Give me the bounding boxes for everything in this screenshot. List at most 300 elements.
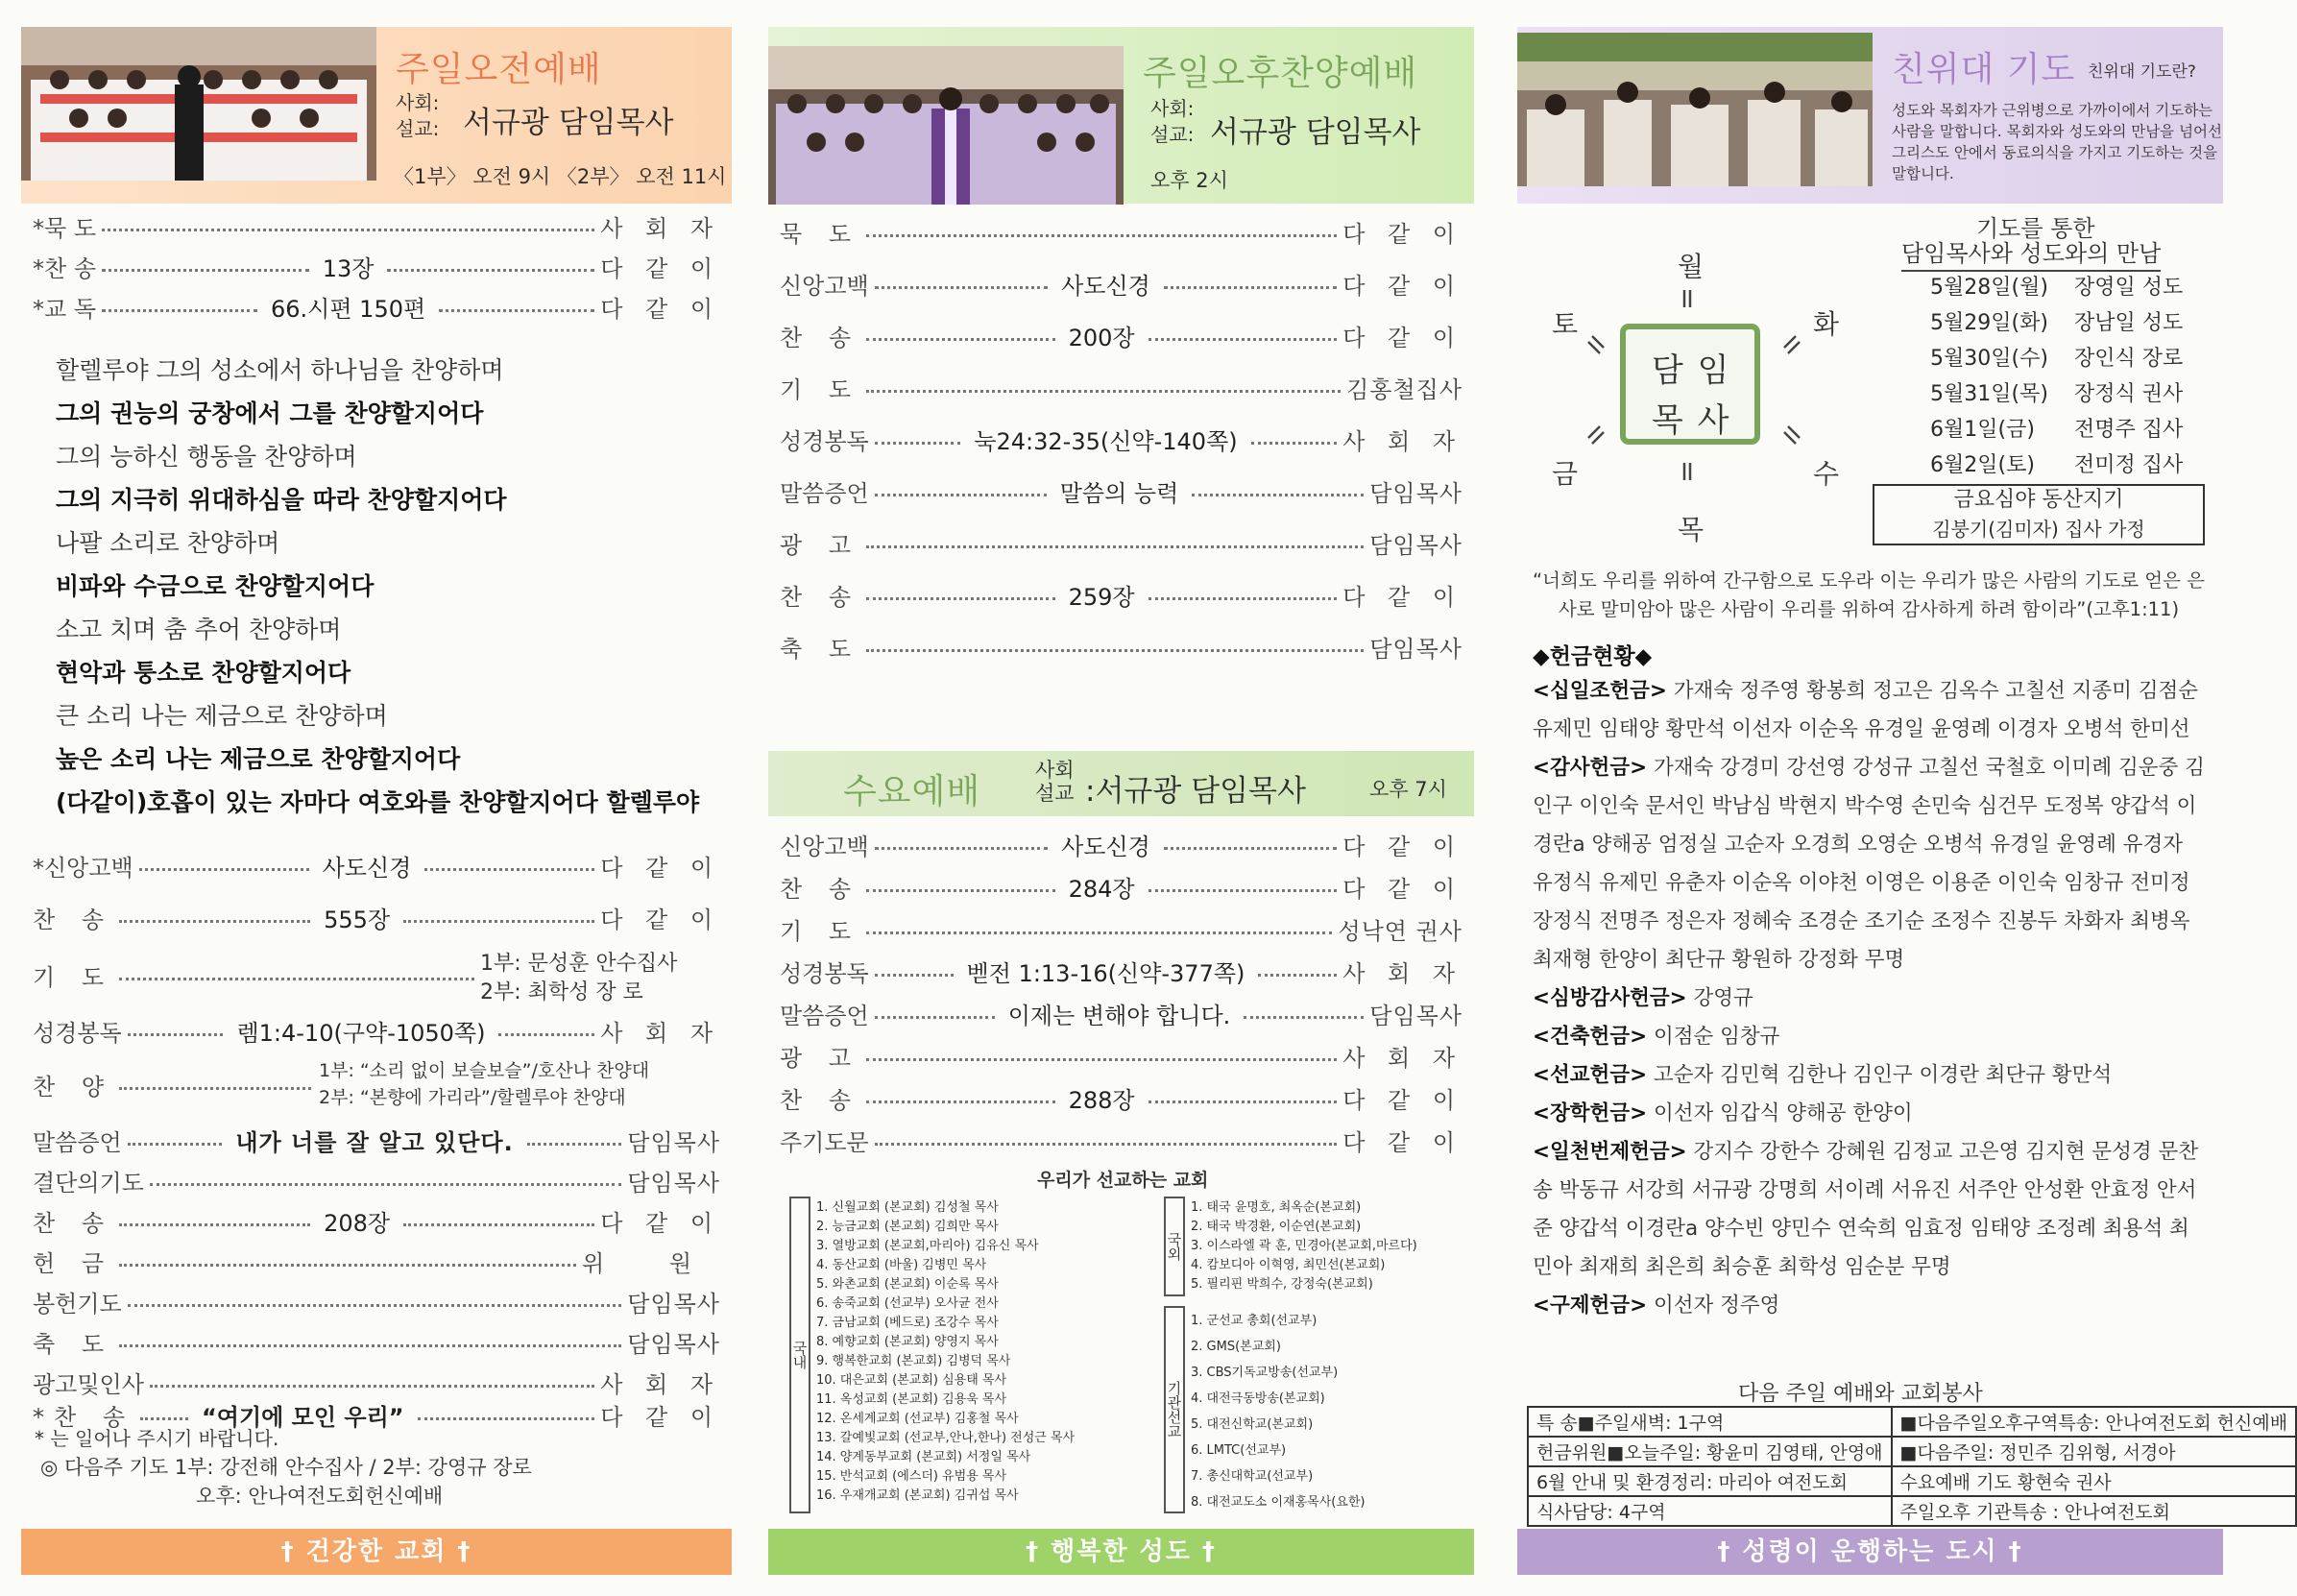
row-right: 담임목사 [627,1169,720,1197]
row-right: 담임목사 [627,1290,720,1318]
offering-entry [1533,979,2205,1018]
schedule-row [1930,342,2209,377]
row-right: 다 같 이 [1342,1128,1463,1156]
mission-item: 2. 태국 박경환, 이순연(본교회) [1191,1220,1362,1234]
leader-dots [418,1417,595,1420]
row-right: 다 같 이 [1342,583,1463,611]
desc-line: 말합니다. [1892,165,1954,182]
row-mid: 눅24:32-35(신약-140쪽) [974,427,1238,455]
schedule-row [1930,448,2209,484]
schedule-name: 장영일 성도 [2074,276,2184,300]
meeting-title1: 기도를 통한 [1976,215,2095,242]
leader-dots [140,1417,188,1420]
offering-head: <일천번제헌금> [1533,1140,1687,1164]
svc-cell: 식사담당: 4구역 [1528,1496,1892,1526]
leader-label [1150,96,1194,148]
row-right: 위 원 [582,1249,720,1277]
row-mid: 이제는 변해야 합니다. [1007,1002,1231,1029]
row-right: 담임목사 [1369,635,1463,663]
next-week-title: 다음 주일 예배와 교회봉사 [1738,1382,1983,1406]
row-label: 광고및인사 [33,1370,144,1398]
leader-dots [119,1223,310,1226]
leader-dots [1258,974,1337,977]
row-label: 광 고 [780,1044,860,1072]
row-right: 다 같 이 [600,295,721,323]
mission-item: 1. 군선교 총회(선교부) [1191,1314,1318,1328]
offering-head: <장학헌금> [1533,1101,1648,1125]
order-row [780,474,1463,507]
schedule-list [1930,271,2209,484]
next-prayer-pm: 오후: 안나여전도회헌신예배 [196,1485,444,1508]
psalm-line: 나팔 소리로 찬양하며 [56,529,280,557]
mission-item: 5. 와촌교회 (본교회) 이순록 목사 [816,1277,999,1292]
leader-dots [866,597,1055,600]
schedule-date: 6월1일(금) [1930,418,2035,442]
svc-cell: ■다음주일오후구역특송: 안나여전도회 헌신예배 [1892,1407,2297,1437]
leader-dots [866,1058,1337,1061]
svc-row [1528,1466,2296,1496]
schedule-name: 전미정 집사 [2074,453,2184,477]
order-row [33,901,720,933]
sermon-title: 내가 너를 잘 알고 있단다. [235,1128,514,1156]
mission-item: 3. 열방교회 (본교회,마리아) 김유신 목사 [816,1239,1039,1253]
svc-cell: 6월 안내 및 환경정리: 마리아 여전도회 [1528,1466,1892,1496]
schedule-name: 장인식 장로 [2074,347,2184,371]
row-label: 성경봉독 [780,427,869,455]
row-right: 담임목사 [627,1128,721,1156]
mission-item: 9. 행복한교회 (본교회) 김병덕 목사 [816,1354,1011,1368]
offering-names: 강지수 강한수 강혜원 김정교 고은영 김지현 문성경 문찬송 박동규 서강희 서규광 강명희 서이례 서유진 서주안 안성환 안효정 안서준 양갑석 이경란a 양수빈 양민수 연숙희 임효정 임태양 조정례 최용석 최민아 최재희 최은희 최승훈 최학성 임순분 무명 [1533,1140,2199,1279]
row-right: 사 회 자 [600,214,720,242]
row-right: 성낙연 권사 [1338,917,1463,945]
leader-dots [866,649,1364,652]
leader-dots [527,1143,622,1146]
leader-dots [1192,494,1364,496]
row-right: 다 같 이 [600,854,720,882]
foreign-list [1191,1197,1469,1293]
row-label: 기 도 [33,963,113,991]
svc-row [1528,1496,2296,1526]
leader-label-text: 사회: [396,91,440,114]
verse: “너희도 우리를 위하여 간구함으로 도우라 이는 우리가 많은 사람의 기도로 얻은 은사로 말미암아 많은 사람이 우리를 위하여 감사하게 하려 함이라”(고후1:11) [1533,569,2205,620]
row-label: 찬 송 [780,1086,860,1114]
row-mid: 200장 [1068,324,1135,351]
leader-dots [875,442,961,445]
row-label: 기 도 [780,917,860,945]
row-right: 다 같 이 [600,1209,720,1237]
leader-dots [866,390,1341,393]
leader-dots [498,1033,594,1036]
row-label: 말씀증언 [780,1002,869,1029]
center-line1: 담 임 [1652,351,1731,390]
day-thu: 목 [1678,514,1705,545]
schedule-name: 장정식 권사 [2074,382,2184,406]
order-row [780,1039,1463,1072]
wed-pastor: :서규광 담임목사 [1085,774,1306,809]
order-row [33,1366,720,1398]
praise-part1: 1부: “소리 없이 보슬보슬”/호산나 찬양대 [319,1060,650,1081]
mission-item: 8. 대전교도소 이재홍목사(요한) [1191,1495,1366,1510]
schedule-date: 5월31일(목) [1930,382,2048,406]
wed-label1: 사회 [1035,759,1075,782]
mission-item: 6. LMTC(선교부) [1191,1443,1287,1458]
schedule-row [1930,377,2209,413]
wed-labels [1035,759,1075,805]
row-right: 사 회 자 [600,1019,720,1047]
row-mid: 66.시편 150편 [271,295,426,323]
order-row [33,1325,720,1358]
leader-dots [1164,286,1337,289]
schedule-date: 5월28일(월) [1930,276,2048,300]
offering-entry [1533,1095,2205,1133]
mission-item: 14. 양계동부교회 (본교회) 서정일 목사 [816,1450,1031,1464]
order-row [780,319,1463,351]
offering-entry [1533,1056,2205,1095]
friday-box [1873,484,2205,545]
leader-dots [875,494,1047,496]
leader-dots [866,545,1364,548]
row-label: 기 도 [780,375,860,403]
mission-item: 4. 대전극동방송(본교회) [1191,1391,1325,1406]
mission-item: 5. 대전신학교(본교회) [1191,1417,1314,1432]
offering-names: 가재숙 정주영 황봉희 정고은 김옥수 고칠선 지종미 김점순 유제민 임태양 황만석 이선자 이순옥 유경일 윤영례 이경자 오병석 한미선 [1533,679,2199,741]
row-label: 묵 도 [780,220,860,248]
row-right: 사 회 자 [1342,959,1463,987]
service-time: 오후 2시 [1150,169,1228,192]
prayer-part2: 2부: 최학성 장 로 [480,980,643,1004]
row-mid: 288장 [1068,1086,1135,1114]
mission-item: 16. 우재개교회 (본교회) 김귀섭 목사 [816,1488,1019,1503]
center-line2: 목 사 [1652,401,1731,440]
mission-item: 15. 반석교회 (에스더) 유범용 목사 [816,1469,1007,1484]
afternoon-title: 주일오후찬양예배 [1143,54,1418,93]
row-right: 다 같 이 [1342,1086,1463,1114]
stand-note: * 는 일어나 주시기 바랍니다. [35,1427,279,1450]
leader-dots [102,309,257,312]
offering-entry [1533,1133,2205,1287]
offering-list [1533,672,2205,1325]
leader-dots [387,269,594,272]
leader-dots [128,1304,622,1307]
row-label: 광 고 [780,531,860,559]
row-label: 말씀증언 [33,1128,122,1156]
psalm-line: 비파와 수금으로 찬양할지어다 [56,572,375,600]
row-label: 말씀증언 [780,479,869,507]
domestic-label: 국내 [789,1197,810,1513]
order-row [780,423,1463,455]
leader-dots [866,234,1337,237]
svc-cell: 수요예배 기도 황현숙 권사 [1892,1466,2297,1496]
leader-dots [150,1385,594,1388]
leader-dots [875,1016,995,1019]
row-right: 사 회 자 [1342,1044,1463,1072]
prayer-panel [1517,0,2288,1596]
offering-entry [1533,672,2205,749]
schedule-date: 5월30일(수) [1930,347,2048,371]
schedule-date: 5월29일(화) [1930,311,2048,335]
svc-cell: ■다음주일: 정민주 김위형, 서경아 [1892,1437,2297,1466]
leader-dots [119,1344,621,1347]
svc-cell: 특 송■주일새벽: 1구역 [1528,1407,1892,1437]
mission-item: 1. 신월교회 (본교회) 김성철 목사 [816,1200,999,1215]
mission-item: 3. 이스라엘 곽 훈, 민경아(본교회,마르다) [1191,1239,1417,1253]
row-label: 성경봉독 [33,1019,122,1047]
row-label: 축 도 [33,1330,113,1358]
row-label: 성경봉독 [780,959,869,987]
row-label: *교 독 [33,295,96,323]
mission-item: 4. 동산교회 (바울) 김병민 목사 [816,1258,987,1272]
prayer-description [1892,100,2222,184]
order-row [780,997,1463,1029]
row-right: 다 같 이 [600,1403,720,1431]
leader-dots [119,920,310,923]
leader-dots [875,1143,1337,1146]
row-right: 다 같 이 [600,254,721,282]
mission-item: 6. 송죽교회 (선교부) 오사균 전사 [816,1296,999,1311]
morning-title: 주일오전예배 [396,50,602,89]
row-right: 다 같 이 [1342,875,1463,903]
leader-dots [128,1143,223,1146]
row-label: 찬 송 [33,1209,113,1237]
day-fri: 금 [1552,458,1579,490]
wed-time: 오후 7시 [1369,778,1447,801]
row-label: 신앙고백 [780,272,869,300]
svc-cell: 주일오후 기관특송 : 안나여전도회 [1892,1496,2297,1526]
prayer-part1: 1부: 문성훈 안수집사 [480,952,678,976]
offering-names: 가재숙 강경미 강선영 강성규 고칠선 국철호 이미례 김운중 김인구 이인숙 문서인 박남심 박현지 박수영 손민숙 심건무 도정복 양갑석 이경란a 양해공 엄정실 고순자 오경희 오영순 오병석 유경일 윤영례 유경자 유정식 유제민 유춘자 이순옥 이야천 이영은 이용준 이인숙 임창규 전미정 장정식 전명주 정은자 정혜숙 조경순 조기순 조정수 진봉두 차화자 최병옥 최재형 한양이 최단규 황원하 강정화 무명 [1533,756,2205,972]
row-mid: 벧전 1:13-16(신약-377쪽) [966,959,1245,987]
order-row [33,1245,720,1277]
row-label: *묵 도 [33,214,96,242]
mission-item: 10. 대은교회 (본교회) 심용태 목사 [816,1373,1007,1388]
domestic-list [816,1197,1152,1504]
row-right: 담임목사 [627,1330,720,1358]
afternoon-service-panel [768,0,1474,1596]
day-tue: 화 [1813,308,1840,340]
row-label: 찬 송 [780,875,860,903]
row-right: 다 같 이 [1342,833,1463,860]
psalm-line: (다같이)호흡이 있는 자마다 여호와를 찬양할지어다 할렐루야 [56,788,700,816]
row-right: 다 같 이 [1342,324,1463,351]
friday-line2: 김붕기(김미자) 집사 가정 [1932,518,2145,541]
choir-photo [768,46,1124,205]
row-label: 찬 양 [33,1073,113,1100]
offering-entry [1533,1018,2205,1056]
leader-dots [119,1087,311,1090]
psalm-line: 할렐루야 그의 성소에서 하나님을 찬양하며 [56,356,504,384]
offering-names: 이점순 임창규 [1653,1025,1780,1049]
org-list [1191,1310,1469,1517]
day-wed: 수 [1813,458,1840,490]
leader-dots [1148,1100,1338,1103]
offering-head: <건축헌금> [1533,1025,1648,1049]
row-mid: 사도신경 [1061,272,1150,300]
order-row [780,870,1463,903]
row-mid: “여기에 모인 우리” [202,1403,404,1431]
psalm-line: 현악과 퉁소로 찬양할지어다 [56,659,351,687]
row-right: 김홍철집사 [1346,375,1463,403]
sermon-label-text: 설교: [396,117,440,140]
leader-dots [866,338,1055,341]
prayer-question: 친위대 기도란? [2088,62,2196,82]
leader-dots [1244,1016,1364,1019]
offering-names: 고순자 김민혁 김한나 김인구 이경란 최단규 황만석 [1653,1063,2113,1087]
mission-item: 5. 필리핀 박희수, 강정숙(본교회) [1191,1277,1373,1292]
order-row [780,630,1463,663]
schedule-row [1930,271,2209,306]
row-right: 다 같 이 [1342,272,1463,300]
leader-label [396,90,439,142]
psalm-line: 그의 능하신 행동을 찬양하며 [56,443,357,471]
order-row [780,371,1463,403]
mission-item: 13. 갈예빛교회 (선교부,안나,한나) 전성근 목사 [816,1431,1076,1445]
service-times: 〈1부〉 오전 9시 〈2부〉 오전 11시 [394,165,727,188]
row-right: 사 회 자 [600,1370,720,1398]
mission-item: 3. CBS기독교방송(선교부) [1191,1366,1339,1380]
offering-head: <감사헌금> [1533,756,1648,780]
row-right: 사 회 자 [1342,427,1463,455]
mission-item: 7. 총신대학교(선교부) [1191,1469,1314,1484]
desc-line: 그리스도 안에서 동료의식을 가지고 기도하는 것을 [1892,144,2218,161]
leader-label-text: 사회: [1150,97,1195,120]
order-row [780,955,1463,987]
row-label: *신앙고백 [33,854,133,882]
row-label: 축 도 [780,635,860,663]
order-row [780,267,1463,300]
pastor-name: 서규광 담임목사 [463,106,674,140]
row-mid: 555장 [324,906,391,933]
leader-dots [439,309,594,312]
leader-dots [866,931,1332,934]
row-label: 주기도문 [780,1128,869,1156]
leader-dots [128,1033,224,1036]
leader-dots [403,920,594,923]
mission-item: 4. 캄보디아 이혁영, 최민선(본교회) [1191,1258,1386,1272]
order-row [33,1204,720,1237]
pastor-name: 서규광 담임목사 [1210,115,1421,150]
mission-item: 1. 태국 윤명호, 최옥순(본교회) [1191,1200,1362,1215]
order-row [33,209,720,242]
row-label: *찬 송 [33,254,96,282]
footer-banner: † 성령이 운행하는 도시 † [1517,1529,2223,1575]
mission-item: 2. 능금교회 (본교회) 김희만 목사 [816,1220,999,1234]
praise-part2: 2부: “본향에 가리라”/할렐루야 찬양대 [319,1087,626,1108]
offering-entry [1533,1287,2205,1325]
row-mid: 사도신경 [322,854,412,882]
mission-item: 7. 금남교회 (베드로) 조강수 목사 [816,1316,999,1330]
row-right: 담임목사 [1369,1002,1463,1029]
order-row [33,849,720,882]
leader-dots [403,1223,594,1226]
row-mid: 렘1:4-10(구약-1050쪽) [236,1019,486,1047]
row-mid: 284장 [1068,875,1135,903]
schedule-date: 6월2일(토) [1930,453,2035,477]
leader-dots [424,868,594,871]
prayer-wheel [1536,230,1863,547]
leader-dots [150,1183,621,1186]
psalm-line: 큰 소리 나는 제금으로 찬양하며 [56,702,388,730]
row-mid: 259장 [1068,583,1135,611]
order-row [780,578,1463,611]
psalm-line: 소고 치며 춤 추어 찬양하며 [56,616,342,643]
row-label: 찬 송 [780,324,860,351]
offering-names: 이선자 임갑식 양해공 한양이 [1653,1101,1913,1125]
prayer-photo [1517,33,1873,186]
leader-dots [1148,338,1338,341]
order-row [780,828,1463,860]
leader-dots [1251,442,1338,445]
leader-dots [866,1100,1055,1103]
leader-dots [875,286,1048,289]
wednesday-title: 수요예배 [843,772,981,811]
mission-item: 12. 온세계교회 (선교부) 김홍철 목사 [816,1412,1019,1426]
leader-dots [102,269,309,272]
offering-entry [1533,749,2205,979]
order-row [780,1081,1463,1114]
offering-title: ◆헌금현황◆ [1533,644,1653,669]
order-row [33,1124,720,1156]
wed-label2: 설교 [1035,782,1075,805]
offering-names: 강영규 [1693,986,1753,1010]
schedule-name: 장남일 성도 [2074,311,2184,335]
leader-dots [139,868,309,871]
row-label: *찬 송 [33,1403,134,1431]
sermon-label-text: 설교: [1150,123,1195,146]
leader-dots [1148,597,1338,600]
offering-head: <심방감사헌금> [1533,986,1687,1010]
order-row [780,215,1463,248]
desc-line: 성도와 목회자가 근위병으로 가까이에서 기도하는 [1892,102,2213,119]
order-row [33,1285,720,1318]
row-label: 찬 송 [33,906,113,933]
row-right: 다 같 이 [600,906,720,933]
foreign-label: 국외 [1164,1197,1185,1296]
row-mid: 13장 [322,254,375,282]
row-label: 신앙고백 [780,833,869,860]
row-mid: 사도신경 [1061,833,1150,860]
row-label: 결단의기도 [33,1169,144,1197]
leader-dots [875,974,954,977]
schedule-name: 전명주 집사 [2074,418,2184,442]
mission-item: 2. GMS(본교회) [1191,1340,1281,1354]
mission-title: 우리가 선교하는 교회 [1037,1170,1209,1191]
schedule-row [1930,413,2209,448]
order-row [780,1124,1463,1156]
morning-service-panel [21,0,732,1596]
psalm-line: 그의 권능의 궁창에서 그를 찬양할지어다 [56,399,484,427]
prayer-title: 친위대 기도 [1892,50,2076,89]
order-row [780,912,1463,945]
org-label: 기관선교 [1164,1306,1185,1513]
mission-item: 8. 예향교회 (본교회) 양영지 목사 [816,1335,999,1349]
mission-item: 11. 옥성교회 (본교회) 김용욱 목사 [816,1392,1007,1407]
order-row [33,1014,720,1047]
footer-banner: † 건강한 교회 † [21,1529,732,1575]
order-row [33,250,720,282]
next-prayer: ◎ 다음주 기도 1부: 강전해 안수집사 / 2부: 강영규 장로 [40,1456,532,1479]
row-right: 다 같 이 [1342,220,1463,248]
row-label: 헌 금 [33,1249,113,1277]
offering-head: <구제헌금> [1533,1294,1648,1318]
leader-dots [1148,889,1338,892]
choir-photo [21,27,376,181]
order-row [780,526,1463,559]
row-mid: 말씀의 능력 [1059,479,1179,507]
order-row [33,1164,720,1197]
friday-line1: 금요심야 동산지기 [1953,488,2124,512]
psalm-line: 그의 지극히 위대하심을 따라 찬양할지어다 [56,486,507,514]
leader-dots [119,978,474,980]
